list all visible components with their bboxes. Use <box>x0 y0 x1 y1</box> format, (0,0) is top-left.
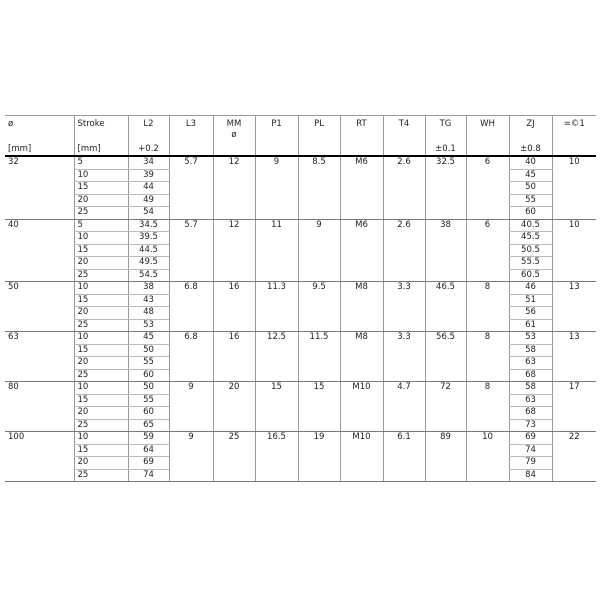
table-header-row <box>5 116 596 157</box>
cell-stroke: 15 <box>74 244 128 257</box>
cell-zj: 63 <box>509 394 552 407</box>
cell-p1: 16.5 <box>255 432 298 482</box>
cell-l2: 38 <box>128 282 169 295</box>
cell-zj: 63 <box>509 357 552 370</box>
cell-pl: 11.5 <box>298 332 340 382</box>
cell-l3: 9 <box>169 432 213 482</box>
col-header-unit: [mm] <box>77 144 101 154</box>
cell-stroke: 25 <box>74 419 128 432</box>
cell-mm: 16 <box>213 282 255 332</box>
cell-l2: 44 <box>128 182 169 195</box>
cell-l2: 64 <box>128 444 169 457</box>
col-header-wh <box>466 116 509 157</box>
cell-stroke: 20 <box>74 257 128 270</box>
cell-l2: 50 <box>128 382 169 395</box>
cell-rt: M8 <box>340 332 383 382</box>
col-header-mm <box>213 116 255 157</box>
col-header-label: PL <box>314 119 324 129</box>
col-header-stroke <box>74 116 128 157</box>
col-header-label: Stroke <box>77 119 105 129</box>
cell-l2: 48 <box>128 307 169 320</box>
cell-l2: 74 <box>128 469 169 482</box>
table-body <box>5 156 596 482</box>
col-header-label: P1 <box>271 119 282 129</box>
cell-l2: 53 <box>128 319 169 332</box>
cell-zj: 46 <box>509 282 552 295</box>
cell-l3: 5.7 <box>169 156 213 219</box>
cell-stroke: 10 <box>74 332 128 345</box>
cell-l2: 59 <box>128 432 169 445</box>
cell-mm: 20 <box>213 382 255 432</box>
table-row <box>5 219 596 232</box>
cell-l2: 49.5 <box>128 257 169 270</box>
col-header-t4 <box>383 116 425 157</box>
cell-zj: 45.5 <box>509 232 552 245</box>
cell-wrench-size: 10 <box>552 156 596 219</box>
cell-zj: 56 <box>509 307 552 320</box>
cell-zj: 73 <box>509 419 552 432</box>
cell-l3: 6.8 <box>169 332 213 382</box>
cell-t4: 3.3 <box>383 282 425 332</box>
cell-zj: 40.5 <box>509 219 552 232</box>
cell-stroke: 20 <box>74 407 128 420</box>
cell-mm: 12 <box>213 156 255 219</box>
cell-l3: 5.7 <box>169 219 213 282</box>
cell-wh: 8 <box>466 332 509 382</box>
cell-zj: 53 <box>509 332 552 345</box>
cell-l2: 60 <box>128 407 169 420</box>
cell-stroke: 15 <box>74 394 128 407</box>
cell-l2: 60 <box>128 369 169 382</box>
cell-p1: 12.5 <box>255 332 298 382</box>
cell-l3: 9 <box>169 382 213 432</box>
cell-l2: 45 <box>128 332 169 345</box>
cell-t4: 2.6 <box>383 219 425 282</box>
cell-t4: 4.7 <box>383 382 425 432</box>
cell-stroke: 20 <box>74 194 128 207</box>
cell-stroke: 15 <box>74 182 128 195</box>
cell-pl: 9 <box>298 219 340 282</box>
col-header-unit: [mm] <box>8 144 32 154</box>
cell-zj: 68 <box>509 369 552 382</box>
col-header-label: WH <box>480 119 495 129</box>
cell-zj: 69 <box>509 432 552 445</box>
cell-wrench-size: 22 <box>552 432 596 482</box>
cell-zj: 68 <box>509 407 552 420</box>
cell-l2: 65 <box>128 419 169 432</box>
cell-l3: 6.8 <box>169 282 213 332</box>
col-header-tg <box>425 116 466 157</box>
cell-stroke: 15 <box>74 344 128 357</box>
col-header-tolerance: +0.2 <box>138 144 159 154</box>
cell-diameter: 50 <box>5 282 74 332</box>
cell-l2: 55 <box>128 394 169 407</box>
cell-stroke: 20 <box>74 457 128 470</box>
cell-stroke: 10 <box>74 282 128 295</box>
cell-pl: 19 <box>298 432 340 482</box>
cell-l2: 39 <box>128 169 169 182</box>
cell-pl: 8.5 <box>298 156 340 219</box>
cell-t4: 6.1 <box>383 432 425 482</box>
cell-diameter: 63 <box>5 332 74 382</box>
col-header-p1 <box>255 116 298 157</box>
cell-zj: 61 <box>509 319 552 332</box>
cell-stroke: 25 <box>74 269 128 282</box>
col-header-wrench-size <box>552 116 596 157</box>
cell-l2: 49 <box>128 194 169 207</box>
col-header-tolerance: ±0.1 <box>435 144 456 154</box>
cell-diameter: 40 <box>5 219 74 282</box>
col-header-diameter <box>5 116 74 157</box>
col-header-label: MM <box>226 119 242 129</box>
cell-stroke: 5 <box>74 219 128 232</box>
cell-l2: 34 <box>128 156 169 169</box>
cell-stroke: 10 <box>74 169 128 182</box>
cell-p1: 15 <box>255 382 298 432</box>
cell-rt: M6 <box>340 219 383 282</box>
cell-tg: 89 <box>425 432 466 482</box>
cell-zj: 45 <box>509 169 552 182</box>
cell-pl: 9.5 <box>298 282 340 332</box>
cell-zj: 60.5 <box>509 269 552 282</box>
cell-stroke: 15 <box>74 444 128 457</box>
cell-stroke: 20 <box>74 307 128 320</box>
cell-l2: 55 <box>128 357 169 370</box>
cell-wh: 8 <box>466 282 509 332</box>
cell-wrench-size: 13 <box>552 332 596 382</box>
cell-tg: 56.5 <box>425 332 466 382</box>
col-header-l2 <box>128 116 169 157</box>
cell-rt: M8 <box>340 282 383 332</box>
cell-p1: 9 <box>255 156 298 219</box>
cell-tg: 38 <box>425 219 466 282</box>
col-header-label: TG <box>439 119 452 129</box>
cell-zj: 51 <box>509 294 552 307</box>
cell-stroke: 25 <box>74 469 128 482</box>
col-header-label: ZJ <box>526 119 535 129</box>
col-header-tolerance: ±0.8 <box>520 144 541 154</box>
cell-mm: 16 <box>213 332 255 382</box>
cell-l2: 69 <box>128 457 169 470</box>
cell-rt: M10 <box>340 432 383 482</box>
cell-zj: 55.5 <box>509 257 552 270</box>
col-header-label: =©1 <box>563 119 585 129</box>
cell-stroke: 25 <box>74 207 128 220</box>
table-row <box>5 382 596 395</box>
col-header-label: L2 <box>143 119 154 129</box>
cell-mm: 25 <box>213 432 255 482</box>
cell-p1: 11 <box>255 219 298 282</box>
cell-diameter: 100 <box>5 432 74 482</box>
cell-zj: 50.5 <box>509 244 552 257</box>
table-row <box>5 432 596 445</box>
table-row <box>5 156 596 169</box>
table-row <box>5 332 596 345</box>
cell-diameter: 32 <box>5 156 74 219</box>
cell-l2: 50 <box>128 344 169 357</box>
cell-zj: 79 <box>509 457 552 470</box>
cell-stroke: 10 <box>74 382 128 395</box>
cell-stroke: 25 <box>74 369 128 382</box>
cell-stroke: 20 <box>74 357 128 370</box>
cell-zj: 74 <box>509 444 552 457</box>
cell-wrench-size: 17 <box>552 382 596 432</box>
cell-stroke: 10 <box>74 232 128 245</box>
cell-zj: 55 <box>509 194 552 207</box>
cell-stroke: 5 <box>74 156 128 169</box>
cell-stroke: 15 <box>74 294 128 307</box>
cell-l2: 54.5 <box>128 269 169 282</box>
cell-wh: 6 <box>466 219 509 282</box>
cell-l2: 43 <box>128 294 169 307</box>
cell-wh: 8 <box>466 382 509 432</box>
cell-diameter: 80 <box>5 382 74 432</box>
cell-rt: M6 <box>340 156 383 219</box>
cell-l2: 44.5 <box>128 244 169 257</box>
cell-wh: 10 <box>466 432 509 482</box>
col-header-label: RT <box>356 119 367 129</box>
cell-l2: 39.5 <box>128 232 169 245</box>
cell-tg: 72 <box>425 382 466 432</box>
col-header-label: L3 <box>185 119 197 129</box>
cell-p1: 11.3 <box>255 282 298 332</box>
cell-t4: 3.3 <box>383 332 425 382</box>
cell-zj: 40 <box>509 156 552 169</box>
cell-wh: 6 <box>466 156 509 219</box>
cell-tg: 32.5 <box>425 156 466 219</box>
cell-l2: 54 <box>128 207 169 220</box>
cell-mm: 12 <box>213 219 255 282</box>
cell-zj: 84 <box>509 469 552 482</box>
cell-rt: M10 <box>340 382 383 432</box>
cell-l2: 34.5 <box>128 219 169 232</box>
col-header-rt <box>340 116 383 157</box>
cell-zj: 58 <box>509 382 552 395</box>
cell-tg: 46.5 <box>425 282 466 332</box>
dimensions-table <box>5 115 596 482</box>
cell-stroke: 25 <box>74 319 128 332</box>
cell-stroke: 10 <box>74 432 128 445</box>
table-row <box>5 282 596 295</box>
col-header-label-diameter: ø <box>231 130 237 140</box>
cell-zj: 50 <box>509 182 552 195</box>
cell-zj: 60 <box>509 207 552 220</box>
cell-wrench-size: 10 <box>552 219 596 282</box>
col-header-l3 <box>169 116 213 157</box>
cell-zj: 58 <box>509 344 552 357</box>
col-header-zj <box>509 116 552 157</box>
cell-t4: 2.6 <box>383 156 425 219</box>
cell-wrench-size: 13 <box>552 282 596 332</box>
col-header-label: ø <box>8 119 14 129</box>
cell-pl: 15 <box>298 382 340 432</box>
col-header-label: T4 <box>398 119 410 129</box>
col-header-pl <box>298 116 340 157</box>
